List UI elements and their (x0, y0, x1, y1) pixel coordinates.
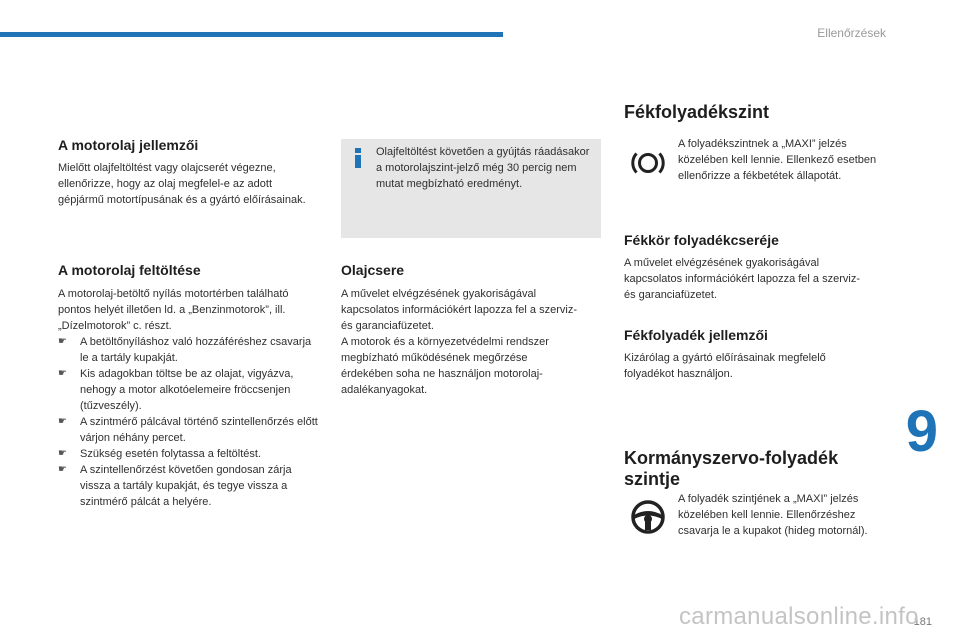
brake-fluid-level-text: A folyadékszintnek a „MAXI” jelzés közelében kell lennie. Ellenkező esetben ellenőrizze a fékbetétek állapotát. (678, 138, 877, 182)
engine-oil-spec-title: A motorolaj jellemzői (58, 137, 199, 153)
oil-topup-title: A motorolaj feltöltése (58, 262, 201, 278)
header-accent-bar (0, 32, 503, 37)
oil-change-text-2: A motorok és a környezetvédelmi rendszer megbízható működésének megőrzése érdekében soha ne használjon motorolaj-adalékanyagokat. (341, 336, 549, 396)
list-item: ☛ A szintellenőrzést követően gondosan zárja vissza a tartály kupakját, és tegye vissza a szintmérő pálcát a helyére. (58, 462, 320, 510)
list-item: ☛ Kis adagokban töltse be az olajat, vigyázva, nehogy a motor alkotóelemeire fröccsenjen (tűzveszély). (58, 366, 320, 414)
section-header: Ellenőrzések (817, 26, 886, 40)
list-item: ☛ A szintmérő pálcával történő szintellenőrzés előtt várjon néhány percet. (58, 414, 320, 446)
brake-fluid-change-text: A művelet elvégzésének gyakoriságával kapcsolatos információkért lapozza fel a szerviz- és garanciafüzetet. (624, 257, 860, 301)
info-box-text: Olajfeltöltést követően a gyújtás ráadásakor a motorolajszint-jelző még 30 percig nem mutat megbízható eredményt. (376, 146, 590, 190)
brake-fluid-level-title: Fékfolyadékszint (624, 102, 770, 122)
brake-warning-icon (626, 141, 670, 185)
info-icon (353, 148, 365, 166)
page-number: 181 (913, 616, 932, 628)
oil-change-text-1: A művelet elvégzésének gyakoriságával kapcsolatos információkért lapozza fel a szerviz- és garanciafüzetet. (341, 288, 577, 332)
list-item: ☛ Szükség esetén folytassa a feltöltést. (58, 446, 320, 462)
brake-fluid-change-title: Fékkör folyadékcseréje (624, 232, 779, 248)
power-steering-fluid-text: A folyadék szintjének a „MAXI” jelzés közelében kell lennie. Ellenőrzéshez csavarja le a kupakot (hideg motornál). (678, 493, 868, 537)
watermark: carmanualsonline.info (679, 603, 919, 630)
engine-oil-spec-text: Mielőtt olajfeltöltést vagy olajcserét végezne, ellenőrizze, hogy az olaj megfelel-e az adott gépjármű motortípusának és a gyártó előírásainak. (58, 162, 306, 206)
power-steering-fluid-title: Kormányszervo-folyadék szintje (624, 448, 839, 489)
info-box (341, 139, 601, 238)
steering-wheel-icon (626, 495, 670, 539)
oil-topup-steps (58, 334, 320, 510)
list-item: ☛ A betöltőnyíláshoz való hozzáféréshez csavarja le a tartály kupakját. (58, 334, 320, 366)
brake-fluid-spec-title: Fékfolyadék jellemzői (624, 327, 768, 343)
brake-fluid-spec-text: Kizárólag a gyártó előírásainak megfelelő folyadékot használjon. (624, 352, 826, 380)
oil-topup-text: A motorolaj-betöltő nyílás motortérben található pontos helyét illetően ld. a „Benzinmotorok”, ill. „Dízelmotorok” c. részt. (58, 288, 289, 332)
oil-change-title: Olajcsere (341, 262, 405, 278)
chapter-number: 9 (905, 399, 938, 464)
